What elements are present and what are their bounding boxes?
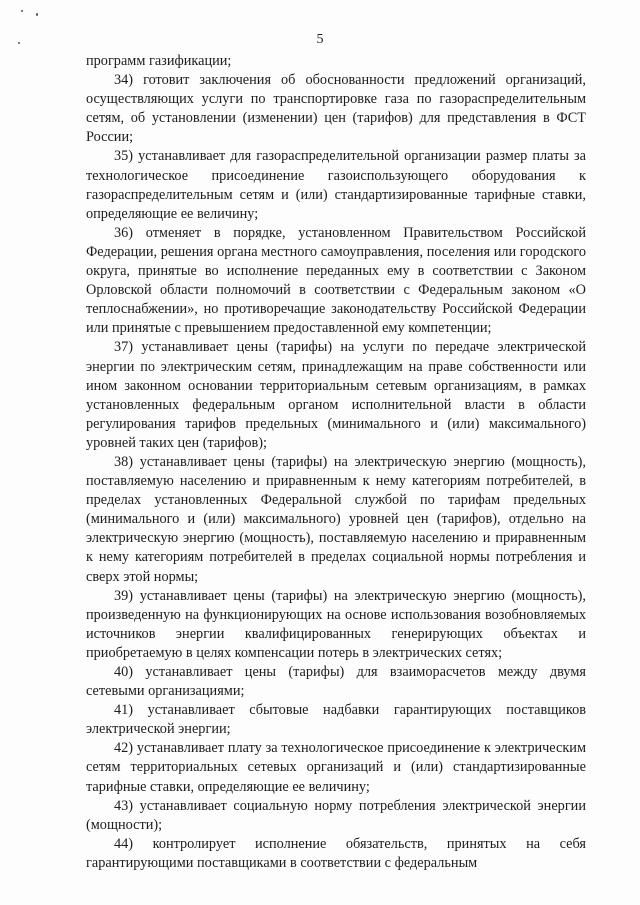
paragraph-item-39: 39) устанавливает цены (тарифы) на электрическую энергию (мощность), произведенную на функционирующих на основе использования возобновляемых источников энергии квалифицированных генерирующих объектах и приобретаемую в целях компенсации потерь в электрических сетях;: [86, 587, 586, 661]
paragraph-item-41: 41) устанавливает сбытовые надбавки гарантирующих поставщиков электрической энергии;: [86, 702, 586, 738]
scan-speck: [36, 13, 38, 16]
paragraph-item-44: 44) контролирует исполнение обязательств, принятых на себя гарантирующими поставщиками в соответствии с федеральным: [86, 835, 586, 871]
document-body: [86, 52, 586, 873]
paragraph-item-43: 43) устанавливает социальную норму потребления электрической энергии (мощности);: [86, 797, 586, 833]
page-number: 5: [316, 32, 324, 47]
paragraph-item-38: 38) устанавливает цены (тарифы) на электрическую энергию (мощность), поставляемую населению и приравненным к нему категориям потребителей, в пределах установленных Федеральной службой по тарифам предельных (минимального и (или) максимального) уровней цен (тарифов), отдельно на электрическую энергию (мощность), поставляемую населению и приравненным к нему категориям потребителей в пределах социальной нормы потребления и сверх этой нормы;: [86, 453, 586, 585]
paragraph-item-37: 37) устанавливает цены (тарифы) на услуги по передаче электрической энергии по электрическим сетям, принадлежащим на праве собственности или ином законном основании территориальным сетевым организациям, в рамках установленных федеральным органом исполнительной власти в области регулирования тарифов предельных (минимального и (или) максимального) уровней таких цен (тарифов);: [86, 339, 586, 451]
paragraph-continuation: программ газификации;: [86, 53, 232, 69]
scan-speck: [21, 10, 23, 12]
paragraph-item-34: 34) готовит заключения об обоснованности предложений организаций, осуществляющих услуги по транспортировке газа по газораспределительным сетям, об установлении (изменении) цен (тарифов) для представления в ФСТ России;: [86, 72, 586, 146]
paragraph-item-36: 36) отменяет в порядке, установленном Правительством Российской Федерации, решения органа местного самоуправления, поселения или городского округа, принятые во исполнение переданных ему в соответствии с Законом Орловской области полномочий в соответствии с Федеральным законом «О теплоснабжении», но противоречащие законодательству Российской Федерации или принятые с превышением предоставленной ему компетенции;: [86, 224, 586, 337]
paragraph-item-42: 42) устанавливает плату за технологическое присоединение к электрическим сетям территориальных сетевых организаций и (или) стандартизированные тарифные ставки, определяющие ее величину;: [86, 740, 586, 795]
paragraph-item-40: 40) устанавливает цены (тарифы) для взаиморасчетов между двумя сетевыми организациями;: [86, 664, 586, 700]
paragraph-item-35: 35) устанавливает для газораспределительной организации размер платы за технологическое присоединение газоиспользующего оборудования к газораспределительным сетям и (или) стандартизированные тарифные ставки, определяющие ее величину;: [86, 148, 586, 222]
